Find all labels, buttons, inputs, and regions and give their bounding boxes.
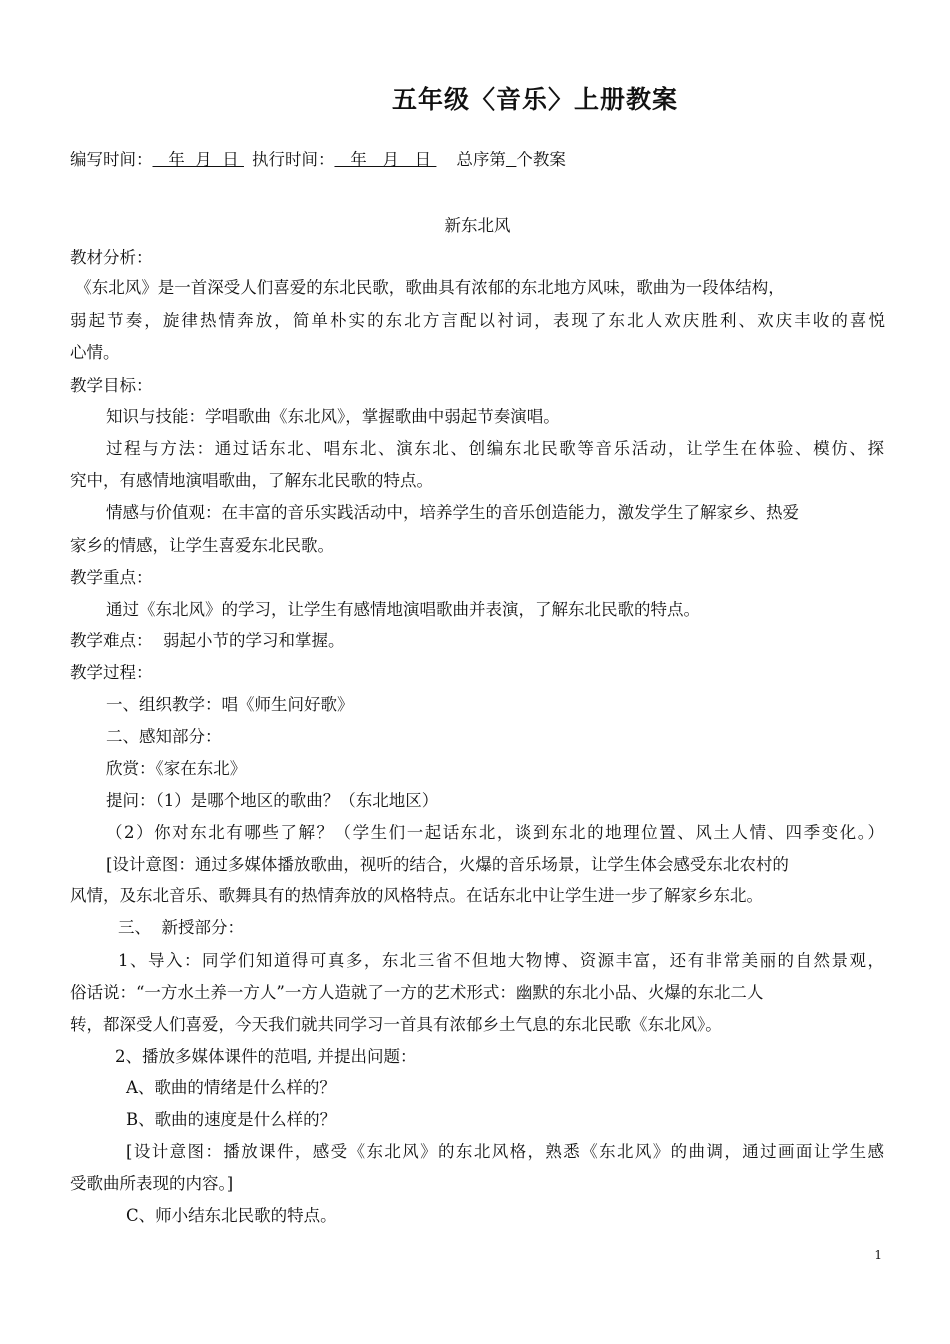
list-item: A、歌曲的情绪是什么样的？ xyxy=(126,1078,336,1097)
paragraph-line: 一、组织教学：唱《师生问好歌》 xyxy=(106,695,354,714)
paragraph-line: 俗话说：“一方水土养一方人”一方人造就了一方的艺术形式：幽默的东北小品、火爆的东北二人 xyxy=(70,983,764,1002)
seq-blank xyxy=(506,150,517,169)
section-heading: 教学过程： xyxy=(70,663,153,682)
paragraph-line: 风情，及东北音乐、歌舞具有的热情奔放的风格特点。在话东北中让学生进一步了解家乡东北。 xyxy=(70,886,763,905)
page-title: 五年级〈音乐〉上册教案 xyxy=(391,85,678,114)
paragraph-line: 家乡的情感，让学生喜爱东北民歌。 xyxy=(70,536,334,555)
section-heading: 教学目标： xyxy=(70,376,153,395)
exec-time-blank: 年 月 日 xyxy=(334,150,437,169)
paragraph-line: 二、感知部分： xyxy=(106,727,222,746)
paragraph-line: 提问：（1）是哪个地区的歌曲？（东北地区） xyxy=(106,791,439,810)
compose-time-blank: 年 月 日 xyxy=(152,150,244,169)
section-heading: 教材分析： xyxy=(70,248,153,267)
meta-line xyxy=(70,143,885,177)
paragraph-line: [设计意图：播放课件，感受《东北风》的东北风格，熟悉《东北风》的曲调，通过画面让学生感 xyxy=(126,1142,886,1161)
section-heading: 三、 新授部分： xyxy=(118,918,244,937)
paragraph-line: 弱起节奏，旋律热情奔放，简单朴实的东北方言配以衬词，表现了东北人欢庆胜利、欢庆丰收的喜悦 xyxy=(70,311,888,330)
paragraph-line: 通过《东北风》的学习，让学生有感情地演唱歌曲并表演，了解东北民歌的特点。 xyxy=(106,600,700,619)
compose-time-label: 编写时间： xyxy=(70,150,153,169)
exec-time-label: 执行时间： xyxy=(251,150,335,169)
paragraph-line: 2、播放多媒体课件的范唱, 并提出问题： xyxy=(115,1047,417,1066)
paragraph-line: 情感与价值观：在丰富的音乐实践活动中，培养学生的音乐创造能力，激发学生了解家乡、热爱 xyxy=(106,503,799,522)
section-heading: 教学重点： xyxy=(70,568,153,587)
paragraph-line: 1、导入：同学们知道得可真多，东北三省不但地大物博、资源丰富，还有非常美丽的自然景观， xyxy=(118,951,886,970)
seq-suffix: 个教案 xyxy=(516,150,566,169)
paragraph-line: 知识与技能：学唱歌曲《东北风》，掌握歌曲中弱起节奏演唱。 xyxy=(106,407,560,426)
paragraph-line: 转，都深受人们喜爱，今天我们就共同学习一首具有浓郁乡土气息的东北民歌《东北风》。 xyxy=(70,1015,722,1034)
paragraph-line: （2）你对东北有哪些了解？（学生们一起话东北，谈到东北的地理位置、风土人情、四季变化。） xyxy=(106,823,886,842)
list-item: C、师小结东北民歌的特点。 xyxy=(126,1206,337,1225)
paragraph-line: [设计意图：通过多媒体播放歌曲，视听的结合，火爆的音乐场景，让学生体会感受东北农村的 xyxy=(106,855,789,874)
seq-prefix: 总序第 xyxy=(456,150,506,169)
paragraph-line: 过程与方法：通过话东北、唱东北、演东北、创编东北民歌等音乐活动，让学生在体验、模仿、探 xyxy=(106,439,886,458)
paragraph-line: 究中，有感情地演唱歌曲，了解东北民歌的特点。 xyxy=(70,471,433,490)
paragraph-line: 欣赏：《家在东北》 xyxy=(106,759,247,778)
list-item: B、歌曲的速度是什么样的？ xyxy=(126,1110,337,1129)
section-heading: 教学难点： 弱起小节的学习和掌握。 xyxy=(70,631,345,650)
paragraph-line: 《东北风》是一首深受人们喜爱的东北民歌，歌曲具有浓郁的东北地方风味，歌曲为一段体结构， xyxy=(70,278,785,297)
page-number: 1 xyxy=(874,1248,882,1262)
paragraph-line: 心情。 xyxy=(70,343,120,362)
lesson-title: 新东北风 xyxy=(444,216,511,235)
paragraph-line: 受歌曲所表现的内容。] xyxy=(70,1174,234,1193)
